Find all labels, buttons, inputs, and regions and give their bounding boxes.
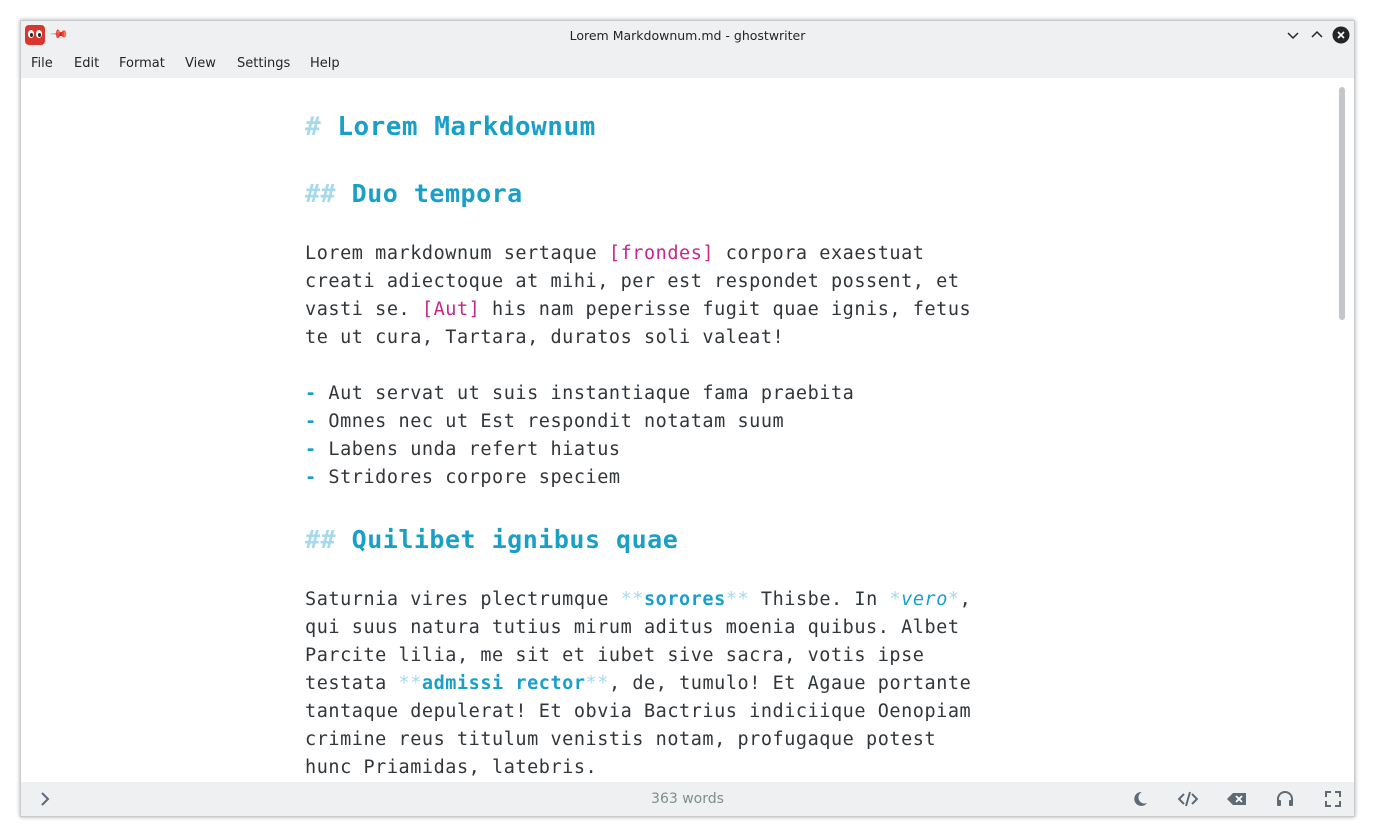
- html-preview-button[interactable]: [1178, 789, 1198, 809]
- status-bar: [21, 782, 1354, 816]
- hemingway-headphones-icon: [1275, 789, 1295, 809]
- hemingway-mode-button[interactable]: [1275, 789, 1295, 809]
- clear-backspace-icon: [1226, 789, 1248, 809]
- paragraph-line: crimine reus titulum venistis notam, profugaque potest: [305, 729, 937, 750]
- minimize-button[interactable]: [1284, 26, 1302, 44]
- html-preview-code-icon: [1178, 789, 1198, 809]
- word-count: 363 words: [651, 791, 724, 807]
- paragraph-line: vasti se. [Aut] his nam peperisse fugit quae ignis, fetus: [305, 299, 972, 320]
- heading-2-duo-tempora: ## Duo tempora: [305, 179, 523, 208]
- dark-mode-button[interactable]: [1130, 789, 1150, 809]
- menu-settings[interactable]: Settings: [237, 56, 291, 71]
- app-window: [20, 20, 1355, 817]
- list-item: - Omnes nec ut Est respondit notatam suum: [305, 411, 785, 432]
- dark-mode-moon-icon: [1130, 789, 1150, 809]
- fullscreen-icon: [1323, 789, 1343, 809]
- menu-bar: [21, 50, 1354, 78]
- fullscreen-button[interactable]: [1323, 789, 1343, 809]
- close-icon: [1332, 26, 1350, 44]
- paragraph-line: te ut cura, Tartara, duratos soli valeat!: [305, 327, 785, 348]
- paragraph-line: Saturnia vires plectrumque **sorores** Thisbe. In *vero*,: [305, 589, 972, 610]
- link-aut[interactable]: [Aut]: [421, 299, 481, 320]
- close-button[interactable]: [1332, 26, 1350, 44]
- title-bar: [21, 21, 1354, 50]
- menu-view[interactable]: View: [185, 56, 216, 71]
- menu-file[interactable]: File: [31, 56, 53, 71]
- paragraph-line: qui suus natura tutius mirum aditus moenia quibus. Albet: [305, 617, 960, 638]
- list-item: - Labens unda refert hiatus: [305, 439, 621, 460]
- markdown-editor[interactable]: [21, 78, 1354, 783]
- vertical-scrollbar[interactable]: [1339, 87, 1345, 320]
- maximize-button[interactable]: [1308, 26, 1326, 44]
- paragraph-line: tantaque depulerat! Et obvia Bactrius indiciique Oenopiam: [305, 701, 972, 722]
- heading-1: # Lorem Markdownum: [305, 112, 596, 142]
- list-item: - Stridores corpore speciem: [305, 467, 621, 488]
- chevron-up-icon: [1308, 26, 1326, 44]
- paragraph-line: hunc Priamidas, latebris.: [305, 757, 598, 778]
- chevron-down-icon: [1284, 26, 1302, 44]
- paragraph-line: Parcite lilia, me sit et iubet sive sacra, votis ipse: [305, 645, 925, 666]
- list-item: - Aut servat ut suis instantiaque fama praebita: [305, 383, 855, 404]
- menu-edit[interactable]: Edit: [74, 56, 100, 71]
- heading-2-quilibet: ## Quilibet ignibus quae: [305, 525, 679, 554]
- pin-icon[interactable]: 📌: [49, 24, 70, 45]
- paragraph-line: testata **admissi rector**, de, tumulo! Et Agaue portante: [305, 673, 972, 694]
- menu-format[interactable]: Format: [119, 56, 165, 71]
- window-title: Lorem Markdownum.md - ghostwriter: [569, 28, 806, 43]
- link-frondes[interactable]: [frondes]: [608, 243, 715, 264]
- menu-help[interactable]: Help: [310, 56, 340, 71]
- paragraph-line: Lorem markdownum sertaque [frondes] corpora exaestuat: [305, 243, 925, 264]
- paragraph-line: creati adiectoque at mihi, per est respondet possent, et: [305, 271, 960, 292]
- clear-button[interactable]: [1226, 789, 1246, 809]
